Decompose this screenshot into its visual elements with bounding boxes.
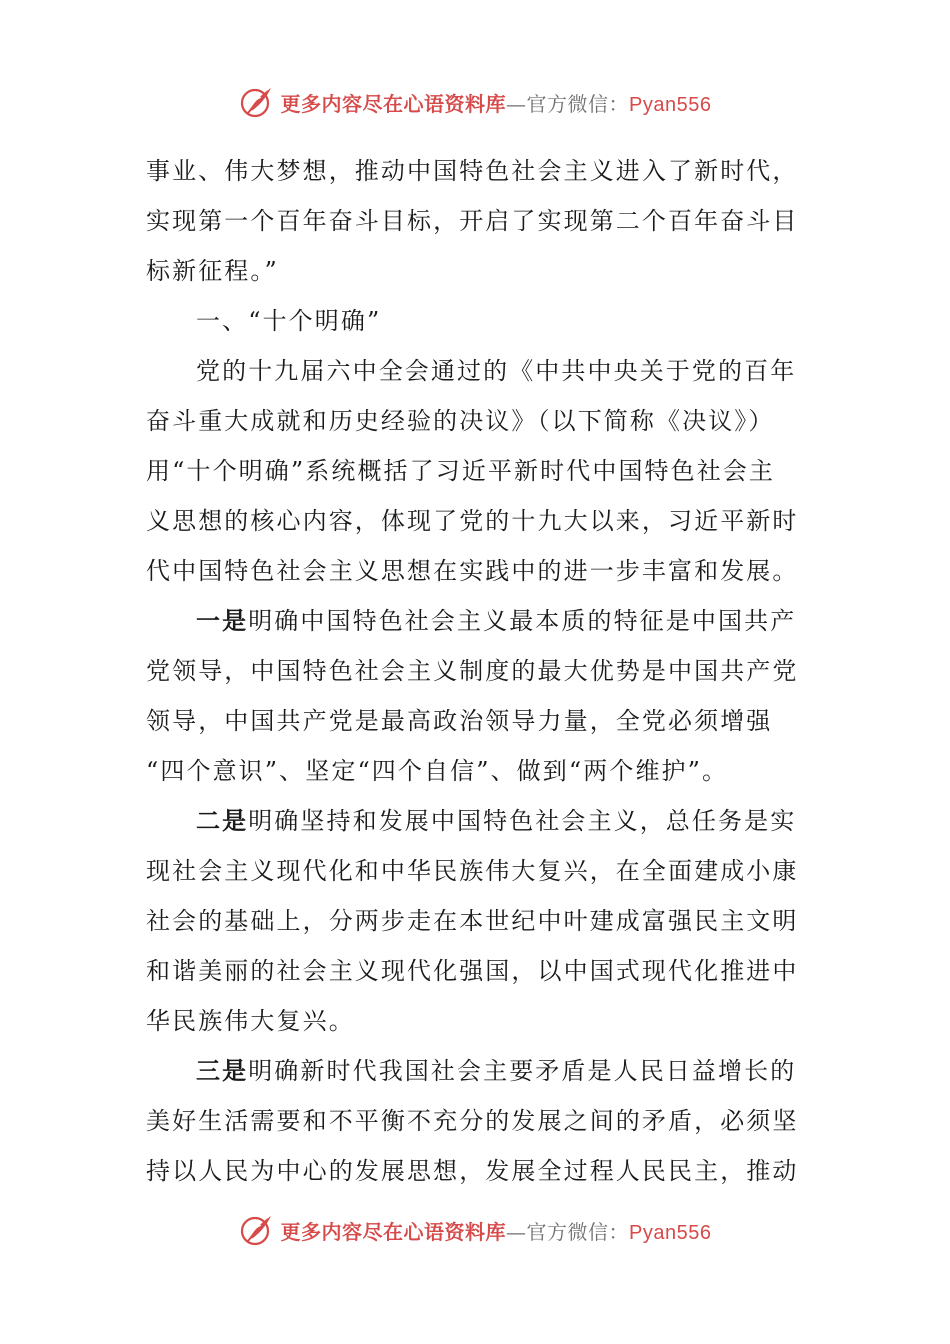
- point-one-lead: 一是: [196, 606, 249, 635]
- point-one-line-1: 一是明确中国特色社会主义最本质的特征是中国共产: [196, 606, 797, 635]
- watermark-separator: —: [506, 1219, 527, 1244]
- watermark-label: 更多内容尽在心语资料库: [280, 1219, 507, 1244]
- point-two-line-3: 社会的基础上，分两步走在本世纪中叶建成富强民主文明: [146, 907, 799, 935]
- point-two-line-4: 和谐美丽的社会主义现代化强国，以中国式现代化推进中: [146, 957, 799, 985]
- point-three-line-2: 美好生活需要和不平衡不充分的发展之间的矛盾，必须坚: [146, 1107, 799, 1135]
- watermark-wechat-label: 官方微信：: [526, 91, 630, 116]
- watermark-text: [281, 88, 712, 117]
- watermark-wechat-id: Pyan556: [629, 93, 712, 116]
- watermark-header: [0, 80, 950, 124]
- paragraph-intro-line-3: 用“十个明确”系统概括了习近平新时代中国特色社会主: [146, 457, 776, 485]
- section-heading: 一、“十个明确”: [196, 307, 382, 335]
- quill-logo-icon: [239, 1212, 275, 1248]
- point-two-lead: 二是: [196, 806, 249, 835]
- watermark-wechat-id: Pyan556: [629, 1221, 712, 1244]
- watermark-wechat-label: 官方微信：: [526, 1219, 630, 1244]
- point-one-line-3: 领导，中国共产党是最高政治领导力量，全党必须增强: [146, 707, 773, 735]
- watermark-separator: —: [506, 91, 527, 116]
- point-one-line-4: “四个意识”、坚定“四个自信”、做到“两个维护”。: [146, 757, 729, 785]
- body-line-1: 事业、伟大梦想，推动中国特色社会主义进入了新时代，: [146, 157, 799, 185]
- document-body: [146, 146, 799, 1196]
- point-three-line-3: 持以人民为中心的发展思想，发展全过程人民民主，推动: [146, 1157, 799, 1185]
- watermark-footer: [0, 1208, 950, 1252]
- paragraph-intro-line-5: 代中国特色社会主义思想在实践中的进一步丰富和发展。: [146, 557, 799, 585]
- point-three-lead: 三是: [196, 1056, 249, 1085]
- point-two-line-1: 二是明确坚持和发展中国特色社会主义，总任务是实: [196, 806, 797, 835]
- point-three-line-1: 三是明确新时代我国社会主要矛盾是人民日益增长的: [196, 1056, 797, 1085]
- body-line-3: 标新征程。”: [146, 257, 279, 285]
- watermark-text: [281, 1216, 712, 1245]
- point-one-line-2: 党领导，中国特色社会主义制度的最大优势是中国共产党: [146, 657, 799, 685]
- watermark-label: 更多内容尽在心语资料库: [280, 91, 507, 116]
- paragraph-intro-line-2: 奋斗重大成就和历史经验的决议》（以下简称《决议》）: [146, 407, 775, 435]
- quill-logo-icon: [239, 84, 275, 120]
- paragraph-intro-line-4: 义思想的核心内容，体现了党的十九大以来，习近平新时: [146, 507, 799, 535]
- paragraph-intro-line-1: 党的十九届六中全会通过的《中共中央关于党的百年: [196, 357, 797, 385]
- point-two-line-2: 现社会主义现代化和中华民族伟大复兴，在全面建成小康: [146, 857, 799, 885]
- body-line-2: 实现第一个百年奋斗目标，开启了实现第二个百年奋斗目: [146, 207, 799, 235]
- point-two-line-5: 华民族伟大复兴。: [146, 1007, 355, 1035]
